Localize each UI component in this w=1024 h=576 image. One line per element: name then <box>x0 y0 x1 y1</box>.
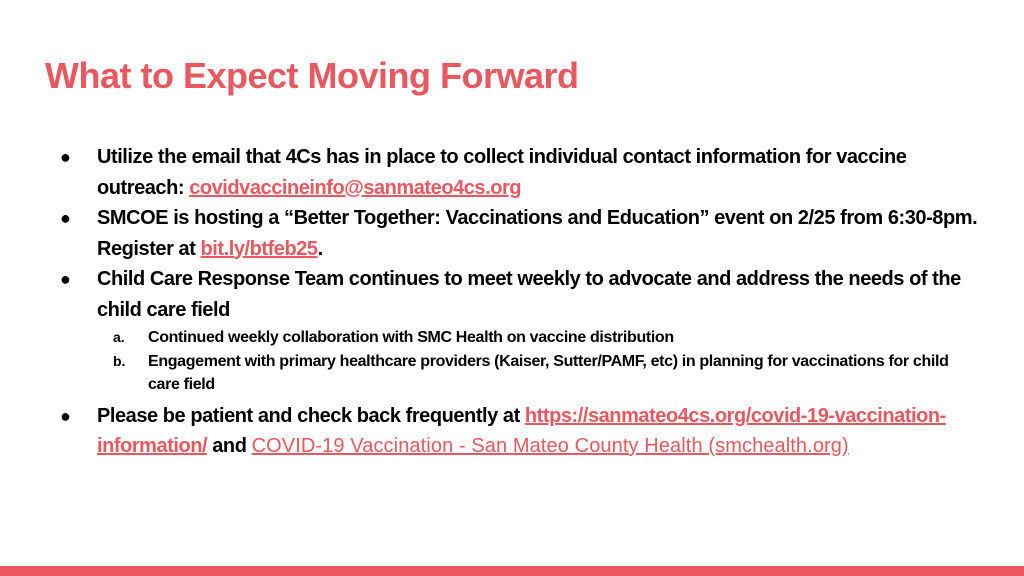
item-text-part: Please be patient and check back frequently at <box>97 404 525 427</box>
item-text: Child Care Response Team continues to meet weekly to advocate and address the needs of the child care field <box>97 268 961 321</box>
sub-list-item <box>97 326 980 350</box>
sub-marker: a. <box>113 329 125 345</box>
bullet-icon: ● <box>60 208 71 228</box>
bullet-icon: ● <box>60 405 71 426</box>
list-item-smcoe-event <box>60 203 980 264</box>
list-item-response-team <box>60 264 980 397</box>
bullet-icon: ● <box>60 147 71 167</box>
item-text <box>97 405 946 458</box>
bottom-accent-bar <box>0 566 1024 576</box>
item-text-part: Utilize the email that 4Cs has in place to collect individual contact information for vaccine outreach: <box>97 146 907 199</box>
item-text-part: and <box>207 435 252 457</box>
bullet-icon: ● <box>60 269 71 289</box>
sub-marker: b. <box>113 352 126 369</box>
list-item-check-back <box>60 401 980 462</box>
register-link[interactable]: bit.ly/btfeb25 <box>200 237 318 260</box>
slide-title: What to Expect Moving Forward <box>45 55 579 96</box>
item-text-part: . <box>317 237 323 260</box>
list-item-email <box>60 142 980 203</box>
item-text-part: SMCOE is hosting a “Better Together: Vaccinations and Education” event on 2/25 from 6:30-8pm. Register at <box>97 207 978 260</box>
item-text <box>97 146 906 199</box>
smchealth-link[interactable]: COVID-19 Vaccination - San Mateo County Health (smchealth.org) <box>251 435 849 457</box>
item-text <box>97 207 977 260</box>
4cs-vaccination-link[interactable]: https://sanmateo4cs.org/covid-19-vaccination-information/ <box>97 404 946 457</box>
sub-list <box>97 326 980 397</box>
bullet-list <box>60 142 980 462</box>
email-link[interactable]: covidvaccineinfo@sanmateo4cs.org <box>189 176 522 199</box>
sub-list-item <box>97 350 980 397</box>
sub-item-text: Engagement with primary healthcare providers (Kaiser, Sutter/PAMF, etc) in planning for vaccinations for child care field <box>148 352 949 393</box>
sub-item-text: Continued weekly collaboration with SMC Health on vaccine distribution <box>148 329 674 346</box>
